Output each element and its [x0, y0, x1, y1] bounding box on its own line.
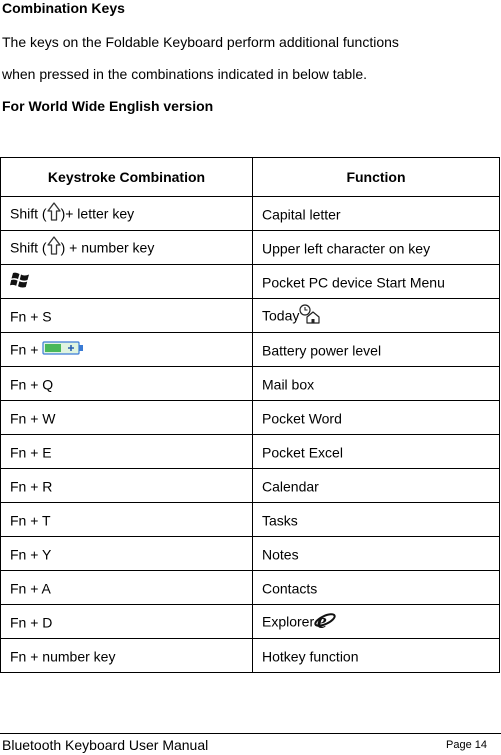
- function-cell: [253, 367, 500, 401]
- function-cell: [253, 435, 500, 469]
- keystroke-cell: [1, 401, 253, 435]
- function-text: Pocket Excel: [262, 444, 343, 461]
- function-text: Upper left character on key: [262, 240, 431, 257]
- table-row: [1, 537, 500, 571]
- keystroke-text: Fn + number key: [10, 648, 116, 665]
- header-function: Function: [253, 158, 500, 197]
- function-cell: [253, 401, 500, 435]
- keystroke-text: Fn + W: [10, 410, 56, 427]
- function-text: Battery power level: [262, 342, 382, 359]
- function-text: Contacts: [262, 580, 318, 597]
- keystroke-text: Fn + D: [10, 614, 53, 631]
- table-row: [1, 197, 500, 231]
- keystroke-text: Fn + A: [10, 580, 51, 597]
- keystroke-cell: [1, 605, 253, 639]
- table-row: [1, 231, 500, 265]
- function-cell: [253, 265, 500, 299]
- battery-icon: [42, 340, 86, 359]
- keystroke-cell: [1, 571, 253, 605]
- combination-keys-table: [0, 157, 500, 673]
- section-heading: Combination Keys: [2, 0, 125, 16]
- table-row: [1, 265, 500, 299]
- table-row: [1, 503, 500, 537]
- keystroke-text: Shift (: [10, 239, 47, 256]
- keystroke-cell: [1, 197, 253, 231]
- table-row: [1, 333, 500, 367]
- function-text: Capital letter: [262, 206, 341, 223]
- keystroke-text: Shift (: [10, 205, 47, 222]
- keystroke-cell: [1, 231, 253, 265]
- table-row: [1, 435, 500, 469]
- keystroke-cell: [1, 469, 253, 503]
- function-text: Hotkey function: [262, 648, 359, 665]
- function-cell: [253, 469, 500, 503]
- keystroke-cell: [1, 503, 253, 537]
- keystroke-suffix: ) + number key: [60, 239, 155, 256]
- internet-explorer-icon: [314, 609, 336, 634]
- keystroke-cell: [1, 367, 253, 401]
- function-cell: [253, 503, 500, 537]
- keystroke-text: Fn +: [10, 341, 43, 358]
- keystroke-text: Fn + R: [10, 478, 53, 495]
- table-header-row: [1, 158, 500, 197]
- function-text: Tasks: [262, 512, 298, 529]
- function-cell: [253, 299, 500, 333]
- version-subheading: For World Wide English version: [2, 98, 214, 114]
- keystroke-text: Fn + S: [10, 308, 52, 325]
- header-keystroke: Keystroke Combination: [1, 158, 253, 197]
- keystroke-text: Fn + Y: [10, 546, 52, 563]
- shift-arrow-icon: [47, 236, 61, 259]
- footer-manual-title: Bluetooth Keyboard User Manual: [2, 737, 209, 753]
- keystroke-suffix: )+ letter key: [60, 205, 135, 222]
- table-row: [1, 299, 500, 333]
- function-cell: [253, 537, 500, 571]
- table-row: [1, 605, 500, 639]
- keystroke-text: Fn + E: [10, 444, 52, 461]
- table-row: [1, 639, 500, 673]
- table-row: [1, 401, 500, 435]
- keystroke-cell: [1, 333, 253, 367]
- function-cell: [253, 231, 500, 265]
- keystroke-text: Fn + Q: [10, 376, 54, 393]
- table-row: [1, 367, 500, 401]
- function-text: Notes: [262, 546, 299, 563]
- function-text: Pocket Word: [262, 410, 342, 427]
- keystroke-cell: [1, 537, 253, 571]
- table-row: [1, 469, 500, 503]
- today-home-icon: [299, 304, 321, 327]
- function-cell: [253, 605, 500, 639]
- keystroke-cell: [1, 265, 253, 299]
- intro-paragraph-line-2: when pressed in the combinations indicated in below table.: [2, 66, 368, 82]
- shift-arrow-icon: [47, 202, 61, 225]
- function-text: Explorer: [262, 613, 315, 630]
- footer-divider: [0, 733, 501, 734]
- footer-page-number: Page 14: [446, 739, 487, 751]
- function-text: Pocket PC device Start Menu: [262, 274, 445, 291]
- function-cell: [253, 197, 500, 231]
- intro-paragraph-line-1: The keys on the Foldable Keyboard perform additional functions: [2, 34, 399, 50]
- function-cell: [253, 333, 500, 367]
- keystroke-cell: [1, 639, 253, 673]
- svg-text:e: e: [317, 609, 327, 631]
- function-cell: [253, 639, 500, 673]
- table-row: [1, 571, 500, 605]
- function-text: Today: [262, 307, 300, 324]
- keystroke-cell: [1, 299, 253, 333]
- keystroke-cell: [1, 435, 253, 469]
- keystroke-text: Fn + T: [10, 512, 51, 529]
- function-cell: [253, 571, 500, 605]
- windows-logo-icon: [10, 269, 32, 294]
- function-text: Calendar: [262, 478, 319, 495]
- function-text: Mail box: [262, 376, 315, 393]
